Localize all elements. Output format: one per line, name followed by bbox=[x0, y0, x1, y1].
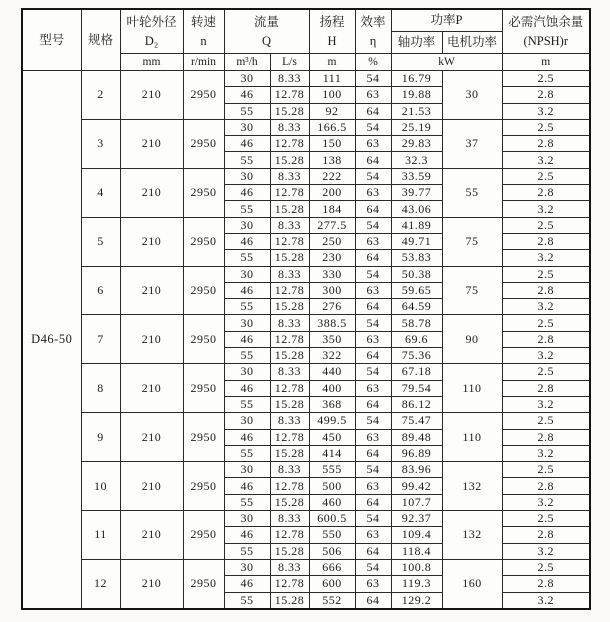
flow-ls-cell: 15.28 bbox=[270, 445, 309, 461]
flow-m3h-cell: 30 bbox=[224, 315, 270, 331]
flow-ls-cell: 8.33 bbox=[270, 71, 309, 87]
npsh-cell: 3.2 bbox=[502, 103, 590, 119]
impeller-diameter-cell: 210 bbox=[120, 559, 183, 608]
flow-ls-cell: 8.33 bbox=[270, 119, 309, 135]
flow-m3h-cell: 55 bbox=[224, 299, 270, 315]
spec-cell: 8 bbox=[81, 364, 120, 413]
motor-power-cell: 55 bbox=[442, 168, 502, 217]
header-shaft-power: 轴功率 bbox=[391, 32, 442, 54]
head-cell: 600.5 bbox=[309, 511, 355, 527]
head-cell: 276 bbox=[309, 299, 355, 315]
head-cell: 277.5 bbox=[309, 217, 355, 233]
head-cell: 230 bbox=[309, 250, 355, 266]
shaft-power-cell: 39.77 bbox=[391, 185, 442, 201]
npsh-cell: 2.8 bbox=[502, 527, 590, 543]
efficiency-cell: 63 bbox=[355, 87, 391, 103]
flow-ls-cell: 15.28 bbox=[270, 299, 309, 315]
table-row bbox=[22, 511, 590, 527]
unit-npsh-m: m bbox=[502, 54, 590, 71]
speed-cell: 2950 bbox=[183, 364, 224, 413]
flow-m3h-cell: 46 bbox=[224, 478, 270, 494]
table-row bbox=[22, 217, 590, 233]
npsh-cell: 2.8 bbox=[502, 87, 590, 103]
table-body bbox=[22, 71, 590, 609]
shaft-power-cell: 83.96 bbox=[391, 462, 442, 478]
shaft-power-cell: 86.12 bbox=[391, 396, 442, 412]
head-cell: 222 bbox=[309, 168, 355, 184]
shaft-power-cell: 21.53 bbox=[391, 103, 442, 119]
speed-cell: 2950 bbox=[183, 217, 224, 266]
shaft-power-cell: 32.3 bbox=[391, 152, 442, 168]
header-npsh bbox=[502, 9, 590, 54]
head-cell: 440 bbox=[309, 364, 355, 380]
impeller-diameter-cell: 210 bbox=[120, 413, 183, 462]
npsh-cell: 2.5 bbox=[502, 71, 590, 87]
table-row bbox=[22, 266, 590, 282]
npsh-cell: 2.8 bbox=[502, 380, 590, 396]
flow-ls-cell: 15.28 bbox=[270, 543, 309, 559]
impeller-diameter-cell: 210 bbox=[120, 266, 183, 315]
npsh-cell: 2.8 bbox=[502, 331, 590, 347]
impeller-diameter-cell: 210 bbox=[120, 511, 183, 560]
shaft-power-cell: 43.06 bbox=[391, 201, 442, 217]
flow-ls-cell: 8.33 bbox=[270, 315, 309, 331]
table-row bbox=[22, 364, 590, 380]
header-npsh-line1: 必需汽蚀余量 bbox=[508, 15, 584, 30]
flow-m3h-cell: 30 bbox=[224, 462, 270, 478]
efficiency-cell: 63 bbox=[355, 185, 391, 201]
impeller-diameter-cell: 210 bbox=[120, 168, 183, 217]
flow-ls-cell: 12.78 bbox=[270, 282, 309, 298]
flow-ls-cell: 8.33 bbox=[270, 462, 309, 478]
shaft-power-cell: 29.83 bbox=[391, 136, 442, 152]
impeller-diameter-cell: 210 bbox=[120, 71, 183, 120]
spec-cell: 9 bbox=[81, 413, 120, 462]
efficiency-cell: 63 bbox=[355, 478, 391, 494]
efficiency-cell: 64 bbox=[355, 348, 391, 364]
motor-power-cell: 37 bbox=[442, 119, 502, 168]
spec-cell: 4 bbox=[81, 168, 120, 217]
head-cell: 500 bbox=[309, 478, 355, 494]
flow-ls-cell: 8.33 bbox=[270, 364, 309, 380]
flow-ls-cell: 15.28 bbox=[270, 152, 309, 168]
head-cell: 506 bbox=[309, 543, 355, 559]
flow-m3h-cell: 30 bbox=[224, 559, 270, 575]
efficiency-cell: 64 bbox=[355, 250, 391, 266]
npsh-cell: 3.2 bbox=[502, 299, 590, 315]
speed-cell: 2950 bbox=[183, 71, 224, 120]
header-speed-line1: 转速 bbox=[190, 15, 216, 30]
flow-m3h-cell: 30 bbox=[224, 168, 270, 184]
spec-cell: 12 bbox=[81, 559, 120, 608]
efficiency-cell: 54 bbox=[355, 266, 391, 282]
head-cell: 300 bbox=[309, 282, 355, 298]
header-impeller-line1: 叶轮外径 bbox=[126, 15, 177, 30]
head-cell: 550 bbox=[309, 527, 355, 543]
npsh-cell: 2.8 bbox=[502, 429, 590, 445]
flow-ls-cell: 15.28 bbox=[270, 494, 309, 510]
header-model: 型号 bbox=[22, 9, 81, 71]
efficiency-cell: 64 bbox=[355, 543, 391, 559]
flow-ls-cell: 12.78 bbox=[270, 233, 309, 249]
shaft-power-cell: 109.4 bbox=[391, 527, 442, 543]
motor-power-cell: 132 bbox=[442, 462, 502, 511]
header-row-1 bbox=[22, 9, 590, 32]
header-head-line2: H bbox=[327, 33, 337, 48]
npsh-cell: 2.5 bbox=[502, 559, 590, 575]
flow-m3h-cell: 46 bbox=[224, 429, 270, 445]
flow-ls-cell: 8.33 bbox=[270, 559, 309, 575]
shaft-power-cell: 59.65 bbox=[391, 282, 442, 298]
npsh-cell: 2.5 bbox=[502, 413, 590, 429]
impeller-diameter-cell: 210 bbox=[120, 364, 183, 413]
head-cell: 150 bbox=[309, 136, 355, 152]
npsh-cell: 2.5 bbox=[502, 217, 590, 233]
npsh-cell: 2.8 bbox=[502, 576, 590, 592]
head-cell: 322 bbox=[309, 348, 355, 364]
npsh-cell: 3.2 bbox=[502, 152, 590, 168]
head-cell: 200 bbox=[309, 185, 355, 201]
impeller-diameter-cell: 210 bbox=[120, 315, 183, 364]
head-cell: 111 bbox=[309, 71, 355, 87]
efficiency-cell: 64 bbox=[355, 592, 391, 609]
header-impeller-line2: D₂ bbox=[144, 33, 159, 48]
flow-m3h-cell: 46 bbox=[224, 576, 270, 592]
flow-ls-cell: 8.33 bbox=[270, 413, 309, 429]
head-cell: 666 bbox=[309, 559, 355, 575]
spec-cell: 11 bbox=[81, 511, 120, 560]
shaft-power-cell: 49.71 bbox=[391, 233, 442, 249]
efficiency-cell: 63 bbox=[355, 331, 391, 347]
motor-power-cell: 30 bbox=[442, 71, 502, 120]
motor-power-cell: 110 bbox=[442, 413, 502, 462]
npsh-cell: 3.2 bbox=[502, 592, 590, 609]
model-cell: D46-50 bbox=[22, 71, 81, 609]
table-row bbox=[22, 168, 590, 184]
shaft-power-cell: 100.8 bbox=[391, 559, 442, 575]
head-cell: 460 bbox=[309, 494, 355, 510]
flow-ls-cell: 15.28 bbox=[270, 348, 309, 364]
efficiency-cell: 54 bbox=[355, 511, 391, 527]
efficiency-cell: 54 bbox=[355, 71, 391, 87]
efficiency-cell: 63 bbox=[355, 380, 391, 396]
efficiency-cell: 54 bbox=[355, 364, 391, 380]
flow-m3h-cell: 55 bbox=[224, 152, 270, 168]
speed-cell: 2950 bbox=[183, 119, 224, 168]
npsh-cell: 3.2 bbox=[502, 494, 590, 510]
flow-m3h-cell: 55 bbox=[224, 396, 270, 412]
efficiency-cell: 54 bbox=[355, 559, 391, 575]
npsh-cell: 2.5 bbox=[502, 315, 590, 331]
efficiency-cell: 54 bbox=[355, 462, 391, 478]
flow-ls-cell: 12.78 bbox=[270, 478, 309, 494]
header-flow bbox=[224, 9, 309, 54]
spec-cell: 2 bbox=[81, 71, 120, 120]
shaft-power-cell: 50.38 bbox=[391, 266, 442, 282]
unit-mm: mm bbox=[120, 54, 183, 71]
efficiency-cell: 54 bbox=[355, 315, 391, 331]
flow-m3h-cell: 30 bbox=[224, 119, 270, 135]
efficiency-cell: 63 bbox=[355, 576, 391, 592]
table-row bbox=[22, 462, 590, 478]
header-efficiency bbox=[355, 9, 391, 54]
head-cell: 166.5 bbox=[309, 119, 355, 135]
npsh-cell: 2.8 bbox=[502, 233, 590, 249]
flow-ls-cell: 12.78 bbox=[270, 429, 309, 445]
flow-m3h-cell: 55 bbox=[224, 445, 270, 461]
flow-m3h-cell: 55 bbox=[224, 543, 270, 559]
shaft-power-cell: 69.6 bbox=[391, 331, 442, 347]
efficiency-cell: 64 bbox=[355, 103, 391, 119]
unit-percent: % bbox=[355, 54, 391, 71]
shaft-power-cell: 67.18 bbox=[391, 364, 442, 380]
flow-m3h-cell: 46 bbox=[224, 185, 270, 201]
unit-m3h: m³/h bbox=[224, 54, 270, 71]
flow-m3h-cell: 55 bbox=[224, 103, 270, 119]
flow-ls-cell: 8.33 bbox=[270, 266, 309, 282]
efficiency-cell: 63 bbox=[355, 429, 391, 445]
head-cell: 450 bbox=[309, 429, 355, 445]
npsh-cell: 2.5 bbox=[502, 462, 590, 478]
motor-power-cell: 160 bbox=[442, 559, 502, 608]
flow-ls-cell: 12.78 bbox=[270, 136, 309, 152]
flow-m3h-cell: 30 bbox=[224, 413, 270, 429]
header-head-line1: 扬程 bbox=[319, 15, 345, 30]
shaft-power-cell: 41.89 bbox=[391, 217, 442, 233]
efficiency-cell: 64 bbox=[355, 396, 391, 412]
flow-m3h-cell: 55 bbox=[224, 494, 270, 510]
head-cell: 552 bbox=[309, 592, 355, 609]
head-cell: 184 bbox=[309, 201, 355, 217]
unit-kw: kW bbox=[391, 54, 502, 71]
efficiency-cell: 63 bbox=[355, 282, 391, 298]
flow-ls-cell: 15.28 bbox=[270, 103, 309, 119]
flow-m3h-cell: 30 bbox=[224, 217, 270, 233]
header-speed-line2: n bbox=[200, 33, 207, 48]
head-cell: 368 bbox=[309, 396, 355, 412]
flow-ls-cell: 15.28 bbox=[270, 201, 309, 217]
table-row bbox=[22, 71, 590, 87]
flow-m3h-cell: 30 bbox=[224, 511, 270, 527]
shaft-power-cell: 75.47 bbox=[391, 413, 442, 429]
npsh-cell: 2.8 bbox=[502, 185, 590, 201]
efficiency-cell: 54 bbox=[355, 217, 391, 233]
flow-ls-cell: 8.33 bbox=[270, 168, 309, 184]
shaft-power-cell: 16.79 bbox=[391, 71, 442, 87]
speed-cell: 2950 bbox=[183, 511, 224, 560]
unit-rpm: r/min bbox=[183, 54, 224, 71]
spec-cell: 7 bbox=[81, 315, 120, 364]
speed-cell: 2950 bbox=[183, 315, 224, 364]
spec-cell: 10 bbox=[81, 462, 120, 511]
head-cell: 350 bbox=[309, 331, 355, 347]
flow-ls-cell: 15.28 bbox=[270, 250, 309, 266]
table-row bbox=[22, 413, 590, 429]
npsh-cell: 3.2 bbox=[502, 250, 590, 266]
header-motor-power: 电机功率 bbox=[442, 32, 502, 54]
shaft-power-cell: 64.59 bbox=[391, 299, 442, 315]
speed-cell: 2950 bbox=[183, 266, 224, 315]
flow-m3h-cell: 46 bbox=[224, 527, 270, 543]
efficiency-cell: 63 bbox=[355, 233, 391, 249]
flow-m3h-cell: 30 bbox=[224, 364, 270, 380]
shaft-power-cell: 79.54 bbox=[391, 380, 442, 396]
speed-cell: 2950 bbox=[183, 462, 224, 511]
efficiency-cell: 54 bbox=[355, 413, 391, 429]
flow-m3h-cell: 46 bbox=[224, 87, 270, 103]
header-flow-line1: 流量 bbox=[254, 15, 280, 30]
flow-m3h-cell: 46 bbox=[224, 233, 270, 249]
flow-m3h-cell: 55 bbox=[224, 348, 270, 364]
shaft-power-cell: 53.83 bbox=[391, 250, 442, 266]
head-cell: 499.5 bbox=[309, 413, 355, 429]
flow-ls-cell: 8.33 bbox=[270, 511, 309, 527]
shaft-power-cell: 96.89 bbox=[391, 445, 442, 461]
flow-m3h-cell: 30 bbox=[224, 266, 270, 282]
flow-m3h-cell: 30 bbox=[224, 71, 270, 87]
efficiency-cell: 63 bbox=[355, 527, 391, 543]
table-row bbox=[22, 559, 590, 575]
shaft-power-cell: 33.59 bbox=[391, 168, 442, 184]
shaft-power-cell: 107.7 bbox=[391, 494, 442, 510]
head-cell: 600 bbox=[309, 576, 355, 592]
header-power: 功率P bbox=[391, 9, 502, 32]
impeller-diameter-cell: 210 bbox=[120, 462, 183, 511]
efficiency-cell: 64 bbox=[355, 494, 391, 510]
flow-m3h-cell: 55 bbox=[224, 250, 270, 266]
table-header bbox=[22, 9, 590, 71]
npsh-cell: 2.5 bbox=[502, 266, 590, 282]
efficiency-cell: 54 bbox=[355, 168, 391, 184]
head-cell: 138 bbox=[309, 152, 355, 168]
flow-ls-cell: 8.33 bbox=[270, 217, 309, 233]
npsh-cell: 3.2 bbox=[502, 543, 590, 559]
header-spec: 规格 bbox=[81, 9, 120, 71]
shaft-power-cell: 75.36 bbox=[391, 348, 442, 364]
flow-ls-cell: 12.78 bbox=[270, 576, 309, 592]
speed-cell: 2950 bbox=[183, 559, 224, 608]
speed-cell: 2950 bbox=[183, 413, 224, 462]
npsh-cell: 2.5 bbox=[502, 168, 590, 184]
shaft-power-cell: 58.78 bbox=[391, 315, 442, 331]
npsh-cell: 2.5 bbox=[502, 119, 590, 135]
npsh-cell: 2.5 bbox=[502, 511, 590, 527]
header-efficiency-line1: 效率 bbox=[360, 15, 386, 30]
header-efficiency-line2: η bbox=[369, 33, 377, 48]
shaft-power-cell: 92.37 bbox=[391, 511, 442, 527]
flow-ls-cell: 12.78 bbox=[270, 185, 309, 201]
flow-m3h-cell: 55 bbox=[224, 592, 270, 609]
header-speed bbox=[183, 9, 224, 54]
head-cell: 330 bbox=[309, 266, 355, 282]
efficiency-cell: 64 bbox=[355, 152, 391, 168]
table-row bbox=[22, 119, 590, 135]
shaft-power-cell: 25.19 bbox=[391, 119, 442, 135]
npsh-cell: 3.2 bbox=[502, 201, 590, 217]
motor-power-cell: 110 bbox=[442, 364, 502, 413]
impeller-diameter-cell: 210 bbox=[120, 119, 183, 168]
npsh-cell: 2.5 bbox=[502, 364, 590, 380]
head-cell: 388.5 bbox=[309, 315, 355, 331]
npsh-cell: 2.8 bbox=[502, 136, 590, 152]
flow-ls-cell: 15.28 bbox=[270, 592, 309, 609]
motor-power-cell: 90 bbox=[442, 315, 502, 364]
shaft-power-cell: 119.3 bbox=[391, 576, 442, 592]
head-cell: 100 bbox=[309, 87, 355, 103]
flow-ls-cell: 15.28 bbox=[270, 396, 309, 412]
npsh-cell: 2.8 bbox=[502, 478, 590, 494]
head-cell: 92 bbox=[309, 103, 355, 119]
flow-m3h-cell: 46 bbox=[224, 282, 270, 298]
spec-cell: 5 bbox=[81, 217, 120, 266]
spec-cell: 3 bbox=[81, 119, 120, 168]
npsh-cell: 3.2 bbox=[502, 396, 590, 412]
header-npsh-line2: (NPSH)r bbox=[523, 33, 568, 48]
speed-cell: 2950 bbox=[183, 168, 224, 217]
motor-power-cell: 75 bbox=[442, 266, 502, 315]
pump-spec-table bbox=[21, 8, 591, 610]
npsh-cell: 3.2 bbox=[502, 445, 590, 461]
shaft-power-cell: 89.48 bbox=[391, 429, 442, 445]
flow-m3h-cell: 55 bbox=[224, 201, 270, 217]
unit-head-m: m bbox=[309, 54, 355, 71]
header-flow-line2: Q bbox=[261, 33, 272, 48]
flow-ls-cell: 12.78 bbox=[270, 331, 309, 347]
efficiency-cell: 64 bbox=[355, 445, 391, 461]
flow-ls-cell: 12.78 bbox=[270, 380, 309, 396]
header-head bbox=[309, 9, 355, 54]
shaft-power-cell: 99.42 bbox=[391, 478, 442, 494]
flow-ls-cell: 12.78 bbox=[270, 527, 309, 543]
flow-m3h-cell: 46 bbox=[224, 136, 270, 152]
table-row bbox=[22, 315, 590, 331]
npsh-cell: 3.2 bbox=[502, 348, 590, 364]
motor-power-cell: 132 bbox=[442, 511, 502, 560]
spec-cell: 6 bbox=[81, 266, 120, 315]
head-cell: 414 bbox=[309, 445, 355, 461]
flow-ls-cell: 12.78 bbox=[270, 87, 309, 103]
motor-power-cell: 75 bbox=[442, 217, 502, 266]
header-impeller-diameter bbox=[120, 9, 183, 54]
impeller-diameter-cell: 210 bbox=[120, 217, 183, 266]
efficiency-cell: 64 bbox=[355, 299, 391, 315]
head-cell: 555 bbox=[309, 462, 355, 478]
efficiency-cell: 54 bbox=[355, 119, 391, 135]
npsh-cell: 2.8 bbox=[502, 282, 590, 298]
unit-ls: L/s bbox=[270, 54, 309, 71]
head-cell: 250 bbox=[309, 233, 355, 249]
flow-m3h-cell: 46 bbox=[224, 331, 270, 347]
shaft-power-cell: 118.4 bbox=[391, 543, 442, 559]
flow-m3h-cell: 46 bbox=[224, 380, 270, 396]
shaft-power-cell: 129.2 bbox=[391, 592, 442, 609]
efficiency-cell: 64 bbox=[355, 201, 391, 217]
shaft-power-cell: 19.88 bbox=[391, 87, 442, 103]
efficiency-cell: 63 bbox=[355, 136, 391, 152]
head-cell: 400 bbox=[309, 380, 355, 396]
